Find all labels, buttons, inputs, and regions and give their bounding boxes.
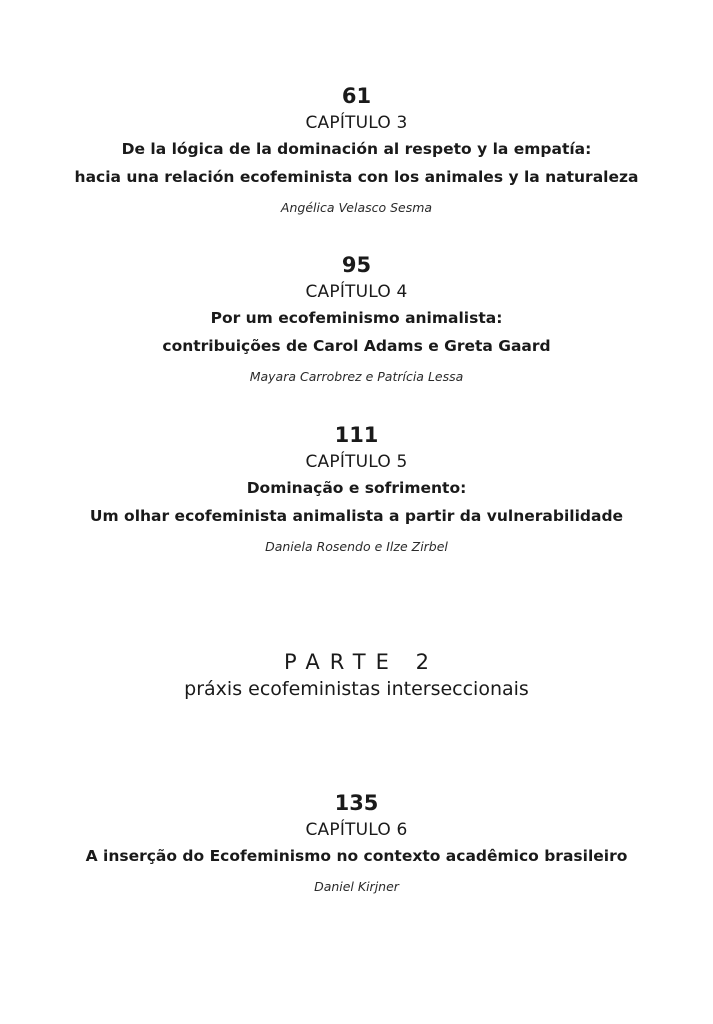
chapter-label: CAPÍTULO 3 xyxy=(305,113,408,133)
chapter-title-line: Por um ecofeminismo animalista: xyxy=(210,309,503,327)
chapter-title-line: A inserção do Ecofeminismo no contexto acadêmico brasileiro xyxy=(85,847,628,865)
page-number: 111 xyxy=(334,423,379,447)
chapter-title-line: Um olhar ecofeminista animalista a partir da vulnerabilidade xyxy=(89,507,624,525)
chapter-author: Angélica Velasco Sesma xyxy=(280,200,433,215)
chapter-label: CAPÍTULO 5 xyxy=(305,452,408,472)
chapter-author: Daniel Kirjner xyxy=(314,879,399,894)
part-heading xyxy=(0,649,713,701)
chapter-title-line: De la lógica de la dominación al respeto y la empatía: xyxy=(121,140,592,158)
toc-entry-chapter-4 xyxy=(0,252,713,385)
chapter-label: CAPÍTULO 4 xyxy=(305,282,408,302)
toc-entry-chapter-5 xyxy=(0,422,713,555)
chapter-title-line: hacia una relación ecofeminista con los animales y la naturaleza xyxy=(74,168,639,186)
page-number: 135 xyxy=(334,791,379,815)
toc-entry-chapter-3 xyxy=(0,83,713,216)
toc-entry-chapter-6 xyxy=(0,790,713,895)
chapter-author: Daniela Rosendo e Ilze Zirbel xyxy=(265,539,448,554)
chapter-author: Mayara Carrobrez e Patrícia Lessa xyxy=(249,369,464,384)
page-number: 61 xyxy=(341,84,372,108)
chapter-label: CAPÍTULO 6 xyxy=(305,820,408,840)
page-number: 95 xyxy=(341,253,372,277)
part-label: PARTE 2 xyxy=(284,650,439,674)
part-subtitle: práxis ecofeministas interseccionais xyxy=(184,678,529,700)
chapter-title-line: Dominação e sofrimento: xyxy=(246,479,467,497)
chapter-title-line: contribuições de Carol Adams e Greta Gaard xyxy=(162,337,551,355)
